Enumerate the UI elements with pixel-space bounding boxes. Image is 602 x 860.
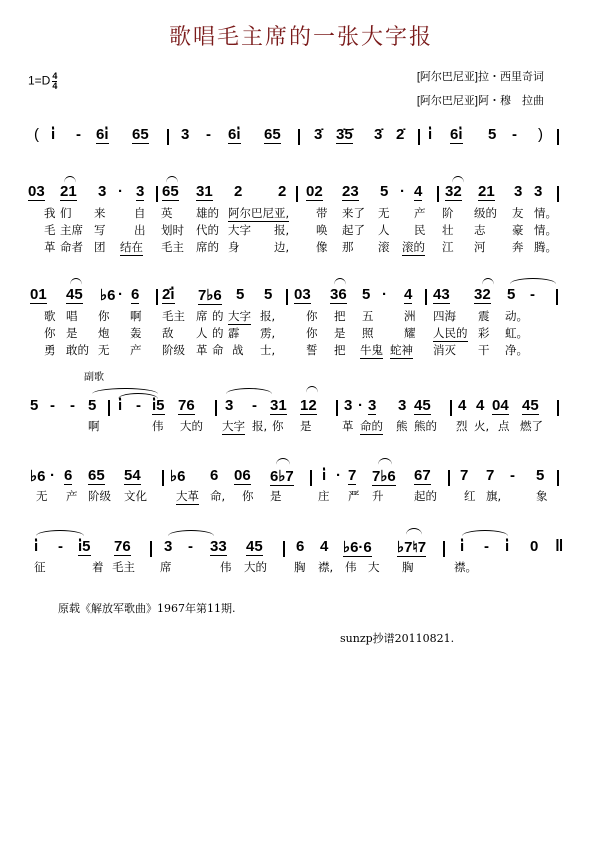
lyric: 火,	[474, 419, 490, 433]
note: 65	[132, 126, 149, 143]
barline	[156, 289, 158, 305]
slur	[334, 278, 346, 285]
note: 2̇	[396, 126, 405, 143]
slur	[166, 176, 178, 183]
lyric: 大革	[176, 489, 199, 503]
lyric: 伟	[220, 560, 232, 574]
lyric: 来了	[342, 206, 365, 220]
lyric: 大字	[228, 223, 251, 237]
barline	[296, 186, 298, 202]
slur	[306, 386, 318, 393]
note: 45	[414, 397, 431, 414]
lyric: 带	[316, 206, 328, 220]
lyric: 啊	[88, 419, 100, 433]
lyricist-credit: [阿尔巴尼亚]拉・西里奇词	[416, 71, 544, 83]
note: 7♭6	[372, 468, 396, 485]
note: 6	[64, 467, 73, 484]
barline	[448, 470, 450, 486]
note: 3̇	[374, 126, 383, 143]
note: 33	[210, 538, 227, 555]
note: 7	[460, 467, 469, 484]
lyric: 点	[498, 419, 510, 433]
lyric: 旗,	[486, 489, 502, 503]
lyric: 消灭	[433, 343, 456, 357]
slur	[378, 458, 392, 465]
chorus-label: 副歌	[84, 372, 104, 383]
lyric: 轰	[130, 326, 142, 340]
barline	[336, 400, 338, 416]
note: 6i̇	[450, 126, 463, 143]
note: -	[530, 286, 535, 303]
lyric: 是	[300, 419, 312, 433]
note: 6i̇	[228, 126, 241, 143]
lyric: 产	[130, 343, 142, 357]
lyric: 伟	[152, 419, 164, 433]
note: ♭6·6	[343, 539, 372, 556]
note: 67	[414, 467, 431, 484]
lyric: 霹	[228, 326, 240, 340]
lyric: 燃了	[520, 419, 543, 433]
slur	[276, 458, 290, 465]
lyric: 无	[98, 343, 110, 357]
time-signature: $\frac{4}{4}$	[52, 71, 58, 91]
transcriber-note: sunzp抄谱20110821.	[340, 632, 455, 645]
note: i̇	[428, 126, 433, 143]
note: 21	[478, 183, 495, 200]
note: i̇	[51, 126, 56, 143]
slur	[406, 528, 422, 535]
note: ♭6	[170, 468, 186, 485]
barline	[283, 541, 285, 557]
lyric: 毛主	[162, 309, 185, 323]
lyric: 把	[334, 309, 346, 323]
note: 6	[210, 467, 219, 484]
note: 23	[342, 183, 359, 200]
lyric: 江	[442, 240, 454, 254]
note: 3	[514, 183, 523, 200]
note: ♭7♮7	[397, 539, 427, 556]
note: 21	[60, 183, 77, 200]
lyric: 产	[414, 206, 426, 220]
note: -	[188, 538, 193, 555]
lyric: 彩	[478, 326, 490, 340]
barline	[108, 400, 110, 416]
lyric: 震	[478, 309, 490, 323]
lyric: 席的	[196, 240, 219, 254]
lyric: 那	[342, 240, 354, 254]
lyric: 友	[512, 206, 524, 220]
note: 3	[398, 397, 407, 414]
lyric: 严	[348, 489, 360, 503]
note: 32	[445, 183, 462, 200]
note: 3	[225, 397, 234, 414]
note: 6♭7	[270, 468, 294, 485]
note: 45	[522, 397, 539, 414]
note: 02	[306, 183, 323, 200]
lyric: 炮	[98, 326, 110, 340]
note: ·	[336, 467, 341, 484]
lyric: 命者	[60, 240, 83, 254]
barline	[556, 289, 558, 305]
key-label: 1=D	[28, 73, 51, 88]
lyric: 你	[272, 419, 284, 433]
lyric: 情。	[534, 223, 557, 237]
note: 65	[162, 183, 179, 200]
lyric: 来	[94, 206, 106, 220]
barline	[557, 470, 559, 486]
note: 03	[28, 183, 45, 200]
note: 3	[98, 183, 107, 200]
note: 3̇5̇	[336, 126, 353, 143]
lyric: 民	[414, 223, 426, 237]
slur	[226, 388, 272, 394]
note: 7	[486, 467, 495, 484]
lyric: 英	[161, 206, 173, 220]
lyric: 起的	[414, 489, 437, 503]
lyric: 烈	[456, 419, 468, 433]
lyric: 净。	[505, 343, 528, 357]
barline	[557, 400, 559, 416]
note: 5	[264, 286, 273, 303]
lyric: 你	[306, 326, 318, 340]
lyric: 胸	[402, 560, 414, 574]
lyric: 是	[334, 326, 346, 340]
lyric: 边,	[274, 240, 290, 254]
lyric: 阶	[442, 206, 454, 220]
lyric: 豪	[512, 223, 524, 237]
lyric: 出	[134, 223, 146, 237]
note: (	[34, 126, 39, 143]
lyric: 无	[36, 489, 48, 503]
lyric: 情。	[534, 206, 557, 220]
lyric: 席	[160, 560, 172, 574]
lyric: 命的	[360, 419, 383, 433]
note: i̇	[460, 538, 465, 555]
note: 31	[196, 183, 213, 200]
slur	[452, 176, 464, 183]
lyric: 阿尔巴尼亚,	[228, 206, 290, 220]
barline	[310, 470, 312, 486]
note: ·	[358, 397, 363, 414]
barline	[443, 541, 445, 557]
lyric: 大	[368, 560, 380, 574]
lyric: 你	[242, 489, 254, 503]
note: ·	[382, 286, 387, 303]
lyric: 歌	[44, 309, 56, 323]
lyric: 的	[212, 309, 224, 323]
lyric: 的	[212, 326, 224, 340]
note: -	[50, 397, 55, 414]
note: ·	[400, 183, 405, 200]
lyric: 唤	[316, 223, 328, 237]
note: 45	[66, 286, 83, 303]
lyric: 啊	[130, 309, 142, 323]
note: 45	[246, 538, 263, 555]
lyric: 奔	[512, 240, 524, 254]
lyric: 阶级	[162, 343, 185, 357]
lyric: 像	[316, 240, 328, 254]
note: i̇	[34, 538, 39, 555]
barline	[162, 470, 164, 486]
note: 0	[530, 538, 539, 555]
note: i̇	[322, 467, 327, 484]
note: -	[206, 126, 211, 143]
lyric: 命,	[210, 489, 226, 503]
note: i̇5	[78, 538, 91, 555]
note: 5	[488, 126, 497, 143]
tie	[462, 530, 508, 536]
note: 32	[474, 286, 491, 303]
note: -	[76, 126, 81, 143]
lyric: 干	[478, 343, 490, 357]
note: 3	[164, 538, 173, 555]
lyric: 是	[270, 489, 282, 503]
lyric: 命	[212, 343, 224, 357]
lyric: 把	[334, 343, 346, 357]
lyric: 自	[134, 206, 146, 220]
lyric: 战	[232, 343, 244, 357]
note: 04	[492, 397, 509, 414]
note: 5	[30, 397, 39, 414]
lyric: 大字	[222, 419, 245, 433]
note: 3	[181, 126, 190, 143]
note: 4	[320, 538, 329, 555]
barline	[418, 129, 420, 145]
note: ·	[118, 286, 123, 303]
lyric: 着	[92, 560, 104, 574]
lyric: 四海	[433, 309, 456, 323]
note: 06	[234, 467, 251, 484]
lyric: 报,	[274, 223, 290, 237]
lyric: 报,	[252, 419, 268, 433]
lyric: 红	[464, 489, 476, 503]
note: 4	[404, 286, 413, 303]
barline	[167, 129, 169, 145]
note: -	[252, 397, 257, 414]
lyric: 毛	[44, 223, 56, 237]
note: 65	[88, 467, 105, 484]
lyric: 洲	[404, 309, 416, 323]
lyric: 毛主	[161, 240, 184, 254]
note: 01	[30, 286, 47, 303]
lyric: 代的	[196, 223, 219, 237]
barline	[450, 400, 452, 416]
note: -	[70, 397, 75, 414]
note: i̇5	[152, 397, 165, 414]
key-signature	[28, 72, 57, 91]
lyric: 是	[66, 326, 78, 340]
note: 5	[88, 397, 97, 414]
lyric: 革	[342, 419, 354, 433]
lyric: 蛇神	[390, 343, 413, 357]
lyric: 主席	[60, 223, 83, 237]
barline	[150, 541, 152, 557]
note: 65	[264, 126, 281, 143]
lyric: 虹。	[505, 326, 528, 340]
barline	[425, 289, 427, 305]
composer-credit: [阿尔巴尼亚]阿・穆 拉曲	[416, 95, 544, 107]
note: 3	[136, 183, 145, 200]
lyric: 报,	[260, 309, 276, 323]
note: i̇	[118, 397, 123, 414]
final-barline: ‖	[555, 536, 564, 555]
lyric: 壮	[442, 223, 454, 237]
lyric: 文化	[124, 489, 147, 503]
lyric: 士,	[260, 343, 276, 357]
note: -	[512, 126, 517, 143]
note: 7	[348, 467, 357, 484]
lyric: 征	[34, 560, 46, 574]
note: 3	[344, 397, 353, 414]
lyric: 毛主	[112, 560, 135, 574]
note: ·	[50, 467, 55, 484]
note: 76	[114, 538, 131, 555]
lyric: 河	[474, 240, 486, 254]
lyric: 大字	[228, 309, 251, 323]
note: 3	[534, 183, 543, 200]
note: )	[538, 126, 543, 143]
lyric: 熊	[396, 419, 408, 433]
note: 3	[368, 397, 377, 414]
note: ♭6	[100, 287, 116, 304]
lyric: 团	[94, 240, 106, 254]
barline	[437, 186, 439, 202]
lyric: 动。	[505, 309, 528, 323]
barline	[298, 129, 300, 145]
note: 5	[536, 467, 545, 484]
lyric: 志	[474, 223, 486, 237]
note: 2	[278, 183, 287, 200]
note: 54	[124, 467, 141, 484]
note: 36	[330, 286, 347, 303]
lyric: 耀	[404, 326, 416, 340]
note: i̇	[505, 538, 510, 555]
slur	[64, 176, 76, 183]
lyric: 人民的	[433, 326, 468, 340]
note: 4	[476, 397, 485, 414]
note: -	[136, 397, 141, 414]
note: 4	[414, 183, 423, 200]
lyric: 雳,	[260, 326, 276, 340]
lyric: 滚的	[402, 240, 425, 254]
lyric: 腾。	[534, 240, 557, 254]
note: 7♭6	[198, 287, 222, 304]
lyric: 牛鬼	[360, 343, 383, 357]
lyric: 人	[378, 223, 390, 237]
lyric: 庄	[318, 489, 330, 503]
lyric: 写	[94, 223, 106, 237]
lyric: 襟,	[318, 560, 334, 574]
lyric: 勇	[44, 343, 56, 357]
note: 5	[236, 286, 245, 303]
lyric: 们	[60, 206, 72, 220]
note: 31	[270, 397, 287, 414]
lyric: 划时	[161, 223, 184, 237]
lyric: 席	[196, 309, 208, 323]
lyric: 熊的	[414, 419, 437, 433]
lyric: 我	[44, 206, 56, 220]
barline	[557, 129, 559, 145]
lyric: 滚	[378, 240, 390, 254]
note: ♭6	[30, 468, 46, 485]
barline	[156, 186, 158, 202]
lyric: 照	[362, 326, 374, 340]
note: 5	[380, 183, 389, 200]
note: 6	[131, 286, 140, 303]
lyric: 人	[196, 326, 208, 340]
lyric: 身	[228, 240, 240, 254]
lyric: 你	[44, 326, 56, 340]
lyric: 象	[536, 489, 548, 503]
lyric: 无	[378, 206, 390, 220]
lyric: 唱	[66, 309, 78, 323]
note: 12	[300, 397, 317, 414]
lyric: 阶级	[88, 489, 111, 503]
lyric: 起了	[342, 223, 365, 237]
lyric: 革	[44, 240, 56, 254]
barline	[215, 400, 217, 416]
note: 4	[458, 397, 467, 414]
note: -	[58, 538, 63, 555]
tie	[510, 278, 556, 284]
note: 5	[507, 286, 516, 303]
slur	[70, 278, 82, 285]
slur	[482, 278, 494, 285]
lyric: 敌	[162, 326, 174, 340]
note: 43	[433, 286, 450, 303]
lyric: 升	[372, 489, 384, 503]
lyric: 伟	[345, 560, 357, 574]
note: -	[484, 538, 489, 555]
barline	[557, 186, 559, 202]
lyric: 你	[306, 309, 318, 323]
lyric: 你	[98, 309, 110, 323]
lyric: 敢的	[66, 343, 89, 357]
lyric: 结在	[120, 240, 143, 254]
lyric: 誓	[306, 343, 318, 357]
note: 3̇	[314, 126, 323, 143]
lyric: 产	[66, 489, 78, 503]
barline	[286, 289, 288, 305]
note: -	[510, 467, 515, 484]
lyric: 胸	[294, 560, 306, 574]
song-title: 歌唱毛主席的一张大字报	[168, 25, 433, 50]
slur	[168, 530, 214, 536]
lyric: 五	[362, 309, 374, 323]
note: ·	[118, 183, 123, 200]
note: 76	[178, 397, 195, 414]
note: 2	[234, 183, 243, 200]
lyric: 革	[196, 343, 208, 357]
source-note: 原载《解放军歌曲》1967年第11期.	[58, 602, 236, 615]
note: 6i̇	[96, 126, 109, 143]
lyric: 襟。	[454, 560, 477, 574]
lyric: 级的	[474, 206, 497, 220]
lyric: 大的	[180, 419, 203, 433]
note: 2̇i̇	[162, 286, 175, 303]
tie	[36, 530, 84, 536]
lyric: 雄的	[196, 206, 219, 220]
note: 6	[296, 538, 305, 555]
note: 03	[294, 286, 311, 303]
lyric: 大的	[244, 560, 267, 574]
note: 5	[362, 286, 371, 303]
